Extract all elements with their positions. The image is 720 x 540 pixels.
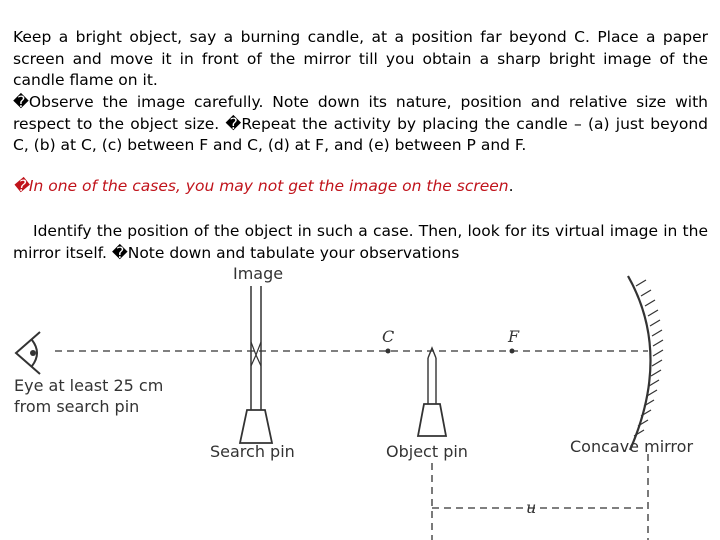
label-eye-distance-1: Eye at least 25 cm: [14, 376, 164, 395]
concave-mirror-diagram: [0, 258, 720, 540]
paragraph-2-text-a: Observe the image carefully. Note down its nature, position and relative size with respect to the object size.: [13, 93, 708, 133]
label-c: C: [382, 327, 395, 346]
note-text: In one of the cases, you may not get the image on the screen: [28, 177, 509, 195]
note-paragraph: [13, 176, 708, 198]
point-c: [386, 349, 391, 354]
eye-icon: [16, 332, 40, 374]
label-object-pin: Object pin: [386, 442, 468, 461]
paragraph-2-text-b: Repeat the activity by placing the candle – (a) just beyond C, (b) at C, (c) between F and C, (d) at F, and (e) between P and F.: [13, 114, 708, 154]
paragraph-3-text-a: Identify the position of the object in such a case. Then, look for its virtual image in the mirror itself.: [13, 222, 708, 262]
note-period: .: [508, 177, 514, 195]
point-f: [510, 349, 515, 354]
bullet-glyph: �: [13, 93, 29, 111]
paragraph-1-text: Keep a bright object, say a burning candle, at a position far beyond C. Place a paper screen and move it in front of the mirror till you obtain a sharp bright image of the candle flame on it.: [13, 28, 708, 89]
bullet-glyph: �: [225, 114, 242, 133]
bullet-glyph: �: [111, 243, 128, 262]
label-f: F: [508, 327, 520, 346]
label-u: u: [526, 498, 537, 517]
paragraph-3-text-b: Note down and tabulate your observations: [127, 243, 460, 262]
instruction-paragraph-2: [13, 92, 708, 157]
eye-pupil: [30, 350, 36, 356]
object-pin: [418, 348, 446, 436]
instruction-paragraph-1: [13, 27, 708, 92]
label-image: Image: [233, 264, 284, 283]
concave-mirror: [628, 276, 663, 450]
label-eye-distance-2: from search pin: [14, 397, 140, 416]
label-search-pin: Search pin: [210, 442, 295, 461]
label-concave-mirror: Concave mirror: [570, 437, 694, 456]
search-pin: [240, 286, 272, 443]
bullet-glyph: �: [13, 177, 29, 195]
